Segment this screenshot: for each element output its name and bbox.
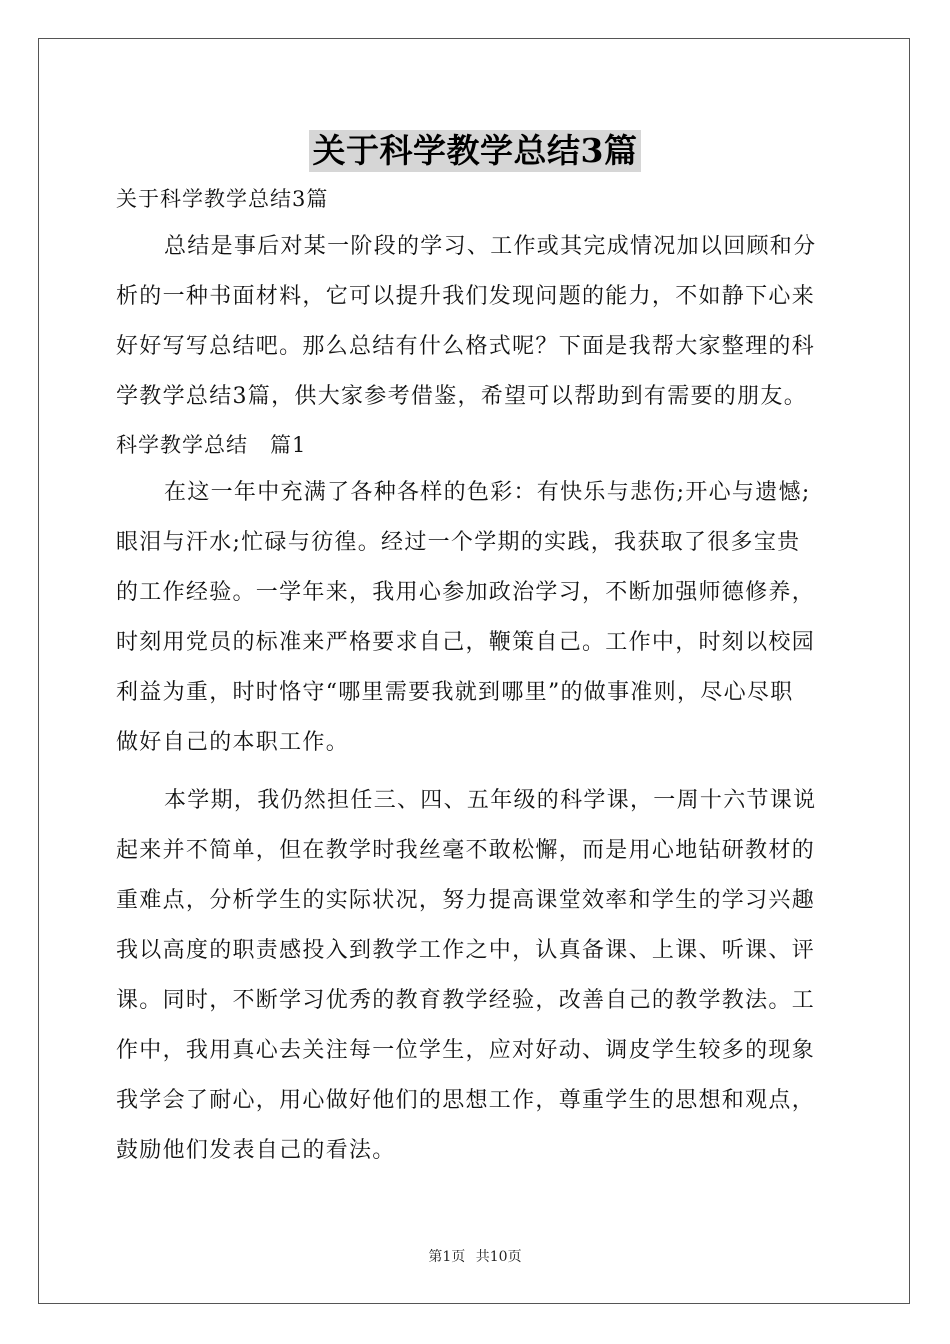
paragraph-spacer bbox=[116, 768, 838, 776]
page-number: 第1页 bbox=[428, 1249, 466, 1265]
paragraph-line: 鼓励他们发表自己的看法。 bbox=[116, 1138, 396, 1163]
paragraph-line: 的工作经验。一学年来，我用心参加政治学习，不断加强师德修养， bbox=[116, 580, 816, 605]
body-paragraph-2 bbox=[116, 776, 838, 1176]
paragraph-line: 起来并不简单，但在教学时我丝毫不敢松懈，而是用心地钻研教材的 bbox=[116, 838, 816, 863]
intro-paragraph bbox=[116, 222, 838, 422]
paragraph-line: 眼泪与汗水;忙碌与彷徨。经过一个学期的实践，我获取了很多宝贵 bbox=[116, 530, 801, 555]
page-total: 共10页 bbox=[475, 1249, 522, 1265]
paragraph-line: 利益为重，时时恪守“哪里需要我就到哪里”的做事准则，尽心尽职 bbox=[116, 680, 794, 705]
paragraph-line: 总结是事后对某一阶段的学习、工作或其完成情况加以回顾和分 bbox=[164, 234, 817, 259]
paragraph-line: 我学会了耐心，用心做好他们的思想工作，尊重学生的思想和观点， bbox=[116, 1088, 816, 1113]
title-container bbox=[0, 130, 950, 172]
document-title: 关于科学教学总结3篇 bbox=[309, 130, 642, 172]
paragraph-line: 学教学总结3篇，供大家参考借鉴，希望可以帮助到有需要的朋友。 bbox=[116, 384, 807, 409]
paragraph-line: 作中，我用真心去关注每一位学生，应对好动、调皮学生较多的现象 bbox=[116, 1038, 816, 1063]
paragraph-line: 在这一年中充满了各种各样的色彩：有快乐与悲伤;开心与遗憾; bbox=[164, 480, 811, 505]
paragraph-line: 析的一种书面材料，它可以提升我们发现问题的能力，不如静下心来 bbox=[116, 284, 816, 309]
paragraph-line: 时刻用党员的标准来严格要求自己，鞭策自己。工作中，时刻以校园 bbox=[116, 630, 816, 655]
document-subtitle: 关于科学教学总结3篇 bbox=[116, 187, 329, 211]
paragraph-line: 本学期，我仍然担任三、四、五年级的科学课，一周十六节课说 bbox=[164, 788, 817, 813]
paragraph-line: 好好写写总结吧。那么总结有什么格式呢？下面是我帮大家整理的科 bbox=[116, 334, 816, 359]
page-footer bbox=[0, 1246, 950, 1266]
body-paragraph-1 bbox=[116, 468, 838, 768]
paragraph-line: 重难点，分析学生的实际状况，努力提高课堂效率和学生的学习兴趣 bbox=[116, 888, 816, 913]
paragraph-line: 做好自己的本职工作。 bbox=[116, 730, 350, 755]
section-heading: 科学教学总结 篇1 bbox=[116, 433, 307, 457]
paragraph-line: 课。同时，不断学习优秀的教育教学经验，改善自己的教学教法。工 bbox=[116, 988, 816, 1013]
paragraph-line: 我以高度的职责感投入到教学工作之中，认真备课、上课、听课、评 bbox=[116, 938, 816, 963]
document-body bbox=[116, 176, 838, 1176]
